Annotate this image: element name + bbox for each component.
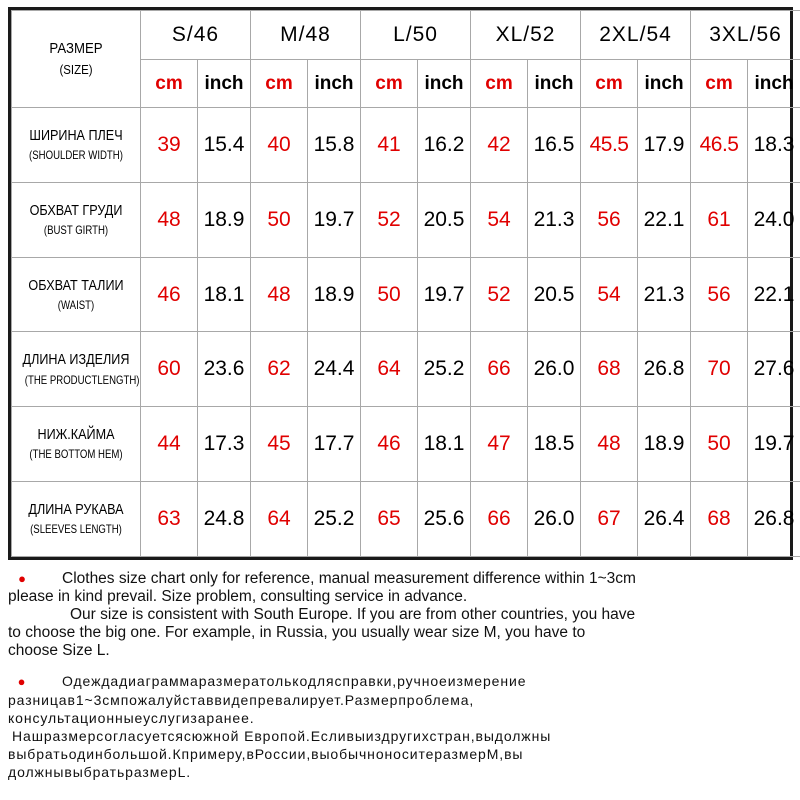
unit-inch-header: inch: [528, 60, 581, 108]
value-inch: 26.0: [528, 332, 581, 407]
value-inch: 17.9: [638, 108, 691, 183]
value-inch: 25.2: [418, 332, 471, 407]
unit-cm-header: cm: [251, 60, 308, 108]
value-cm: 62: [251, 332, 308, 407]
value-cm: 42: [471, 108, 528, 183]
value-cm: 46: [361, 407, 418, 482]
bullet-icon: ●: [17, 674, 27, 690]
value-inch: 22.1: [638, 182, 691, 257]
value-inch: 27.6: [748, 332, 800, 407]
table-row: [12, 108, 800, 183]
value-cm: 45.5: [581, 108, 638, 183]
value-inch: 18.9: [198, 182, 251, 257]
value-inch: 24.0: [748, 182, 800, 257]
value-inch: 15.4: [198, 108, 251, 183]
note-text: to choose the big one. For example, in Russia, you usually wear size M, you have to: [8, 624, 586, 642]
row-label: [12, 108, 141, 183]
note-text: должнывыбратьразмерL.: [8, 764, 192, 781]
row-label: [12, 182, 141, 257]
row-label-ru: ДЛИНА ИЗДЕЛИЯ: [22, 351, 130, 369]
value-inch: 25.6: [418, 482, 471, 557]
table-row: [12, 182, 800, 257]
row-label-en: (SHOULDER WIDTH): [29, 148, 123, 163]
corner-label-en: (SIZE): [59, 62, 93, 78]
size-header-xl: XL/52: [471, 11, 581, 60]
size-header-s: S/46: [141, 11, 251, 60]
row-label: [12, 407, 141, 482]
row-label: [12, 332, 141, 407]
row-label-ru: ОБХВАТ ТАЛИИ: [28, 276, 124, 294]
value-cm: 61: [691, 182, 748, 257]
note-text: Our size is consistent with South Europe. If you are from other countries, you have: [70, 606, 636, 624]
value-cm: 48: [581, 407, 638, 482]
size-notes: [8, 570, 794, 781]
value-cm: 40: [251, 108, 308, 183]
value-inch: 17.7: [308, 407, 361, 482]
size-corner-header: [12, 11, 141, 108]
unit-cm-header: cm: [141, 60, 198, 108]
note-text: please in kind prevail. Size problem, consulting service in advance.: [8, 588, 468, 606]
row-label-en: (THE PRODUCTLENGTH): [24, 372, 140, 387]
value-cm: 64: [251, 482, 308, 557]
value-inch: 23.6: [198, 332, 251, 407]
value-inch: 16.2: [418, 108, 471, 183]
value-cm: 60: [141, 332, 198, 407]
value-cm: 48: [251, 257, 308, 332]
value-cm: 50: [251, 182, 308, 257]
size-chart-table: [8, 7, 793, 560]
row-label: [12, 482, 141, 557]
unit-inch-header: inch: [198, 60, 251, 108]
value-cm: 46.5: [691, 108, 748, 183]
value-inch: 21.3: [638, 257, 691, 332]
size-header-2xl: 2XL/54: [581, 11, 691, 60]
value-cm: 52: [471, 257, 528, 332]
note-text: выбратьодинбольшой.Кпримеру,вРоссии,выобычноноситеразмерM,вы: [8, 746, 524, 763]
value-cm: 48: [141, 182, 198, 257]
value-cm: 70: [691, 332, 748, 407]
unit-cm-header: cm: [691, 60, 748, 108]
value-cm: 66: [471, 332, 528, 407]
row-label-en: (WAIST): [57, 297, 95, 312]
unit-inch-header: inch: [638, 60, 691, 108]
value-inch: 17.3: [198, 407, 251, 482]
size-header-3xl: 3XL/56: [691, 11, 800, 60]
value-inch: 26.8: [748, 482, 800, 557]
value-inch: 24.4: [308, 332, 361, 407]
unit-cm-header: cm: [471, 60, 528, 108]
value-inch: 18.9: [638, 407, 691, 482]
value-inch: 21.3: [528, 182, 581, 257]
value-inch: 26.8: [638, 332, 691, 407]
row-label-en: (THE BOTTOM HEM): [29, 447, 123, 462]
value-cm: 54: [471, 182, 528, 257]
value-cm: 46: [141, 257, 198, 332]
value-cm: 54: [581, 257, 638, 332]
value-cm: 67: [581, 482, 638, 557]
value-cm: 65: [361, 482, 418, 557]
value-cm: 68: [691, 482, 748, 557]
note-text: choose Size L.: [8, 642, 110, 660]
value-inch: 22.1: [748, 257, 800, 332]
value-cm: 39: [141, 108, 198, 183]
value-inch: 20.5: [418, 182, 471, 257]
value-cm: 47: [471, 407, 528, 482]
value-inch: 24.8: [198, 482, 251, 557]
size-header-m: M/48: [251, 11, 361, 60]
value-inch: 15.8: [308, 108, 361, 183]
unit-cm-header: cm: [361, 60, 418, 108]
value-cm: 63: [141, 482, 198, 557]
value-cm: 50: [691, 407, 748, 482]
value-cm: 68: [581, 332, 638, 407]
value-inch: 25.2: [308, 482, 361, 557]
value-cm: 64: [361, 332, 418, 407]
value-cm: 52: [361, 182, 418, 257]
size-header-l: L/50: [361, 11, 471, 60]
value-cm: 45: [251, 407, 308, 482]
table-row: [12, 257, 800, 332]
value-inch: 26.0: [528, 482, 581, 557]
row-label-ru: ДЛИНА РУКАВА: [28, 501, 124, 519]
note-line: [8, 570, 794, 588]
unit-inch-header: inch: [308, 60, 361, 108]
notes-english: [8, 570, 794, 660]
unit-inch-header: inch: [748, 60, 800, 108]
note-line: [8, 672, 794, 691]
value-cm: 41: [361, 108, 418, 183]
row-label-ru: НИЖ.КАЙМА: [37, 426, 115, 444]
value-inch: 19.7: [418, 257, 471, 332]
row-label: [12, 257, 141, 332]
note-text: Одеждадиаграммаразмератолькодляспр​авки,ручноеизмерение: [62, 673, 527, 690]
note-text: разницав1~3смпожалуйставвидепревалирует.Размерпроблема,: [8, 692, 475, 709]
value-cm: 56: [581, 182, 638, 257]
value-cm: 56: [691, 257, 748, 332]
notes-russian: [8, 672, 794, 781]
value-inch: 18.3: [748, 108, 800, 183]
row-label-en: (SLEEVES LENGTH): [30, 522, 122, 537]
value-cm: 44: [141, 407, 198, 482]
value-inch: 19.7: [748, 407, 800, 482]
row-label-ru: ШИРИНА ПЛЕЧ: [29, 126, 123, 144]
value-inch: 18.5: [528, 407, 581, 482]
bullet-icon: ●: [18, 571, 26, 586]
note-text: консультационныеуслугизаранее.: [8, 710, 255, 727]
row-label-en: (BUST GIRTH): [43, 222, 109, 237]
note-text: Clothes size chart only for reference, manual measurement difference within 1~3cm: [62, 570, 636, 588]
value-cm: 50: [361, 257, 418, 332]
value-inch: 18.1: [418, 407, 471, 482]
value-inch: 19.7: [308, 182, 361, 257]
value-inch: 20.5: [528, 257, 581, 332]
unit-cm-header: cm: [581, 60, 638, 108]
value-inch: 18.9: [308, 257, 361, 332]
table-row: [12, 332, 800, 407]
row-label-ru: ОБХВАТ ГРУДИ: [29, 201, 123, 219]
value-inch: 16.5: [528, 108, 581, 183]
value-inch: 18.1: [198, 257, 251, 332]
table-row: [12, 407, 800, 482]
unit-inch-header: inch: [418, 60, 471, 108]
table-row: [12, 482, 800, 557]
value-inch: 26.4: [638, 482, 691, 557]
corner-label-ru: РАЗМЕР: [49, 39, 103, 57]
note-text: Нашразмерсогласуетсясюжной Европой.Есливыиздругихстран,выдолжны: [12, 728, 552, 745]
value-cm: 66: [471, 482, 528, 557]
